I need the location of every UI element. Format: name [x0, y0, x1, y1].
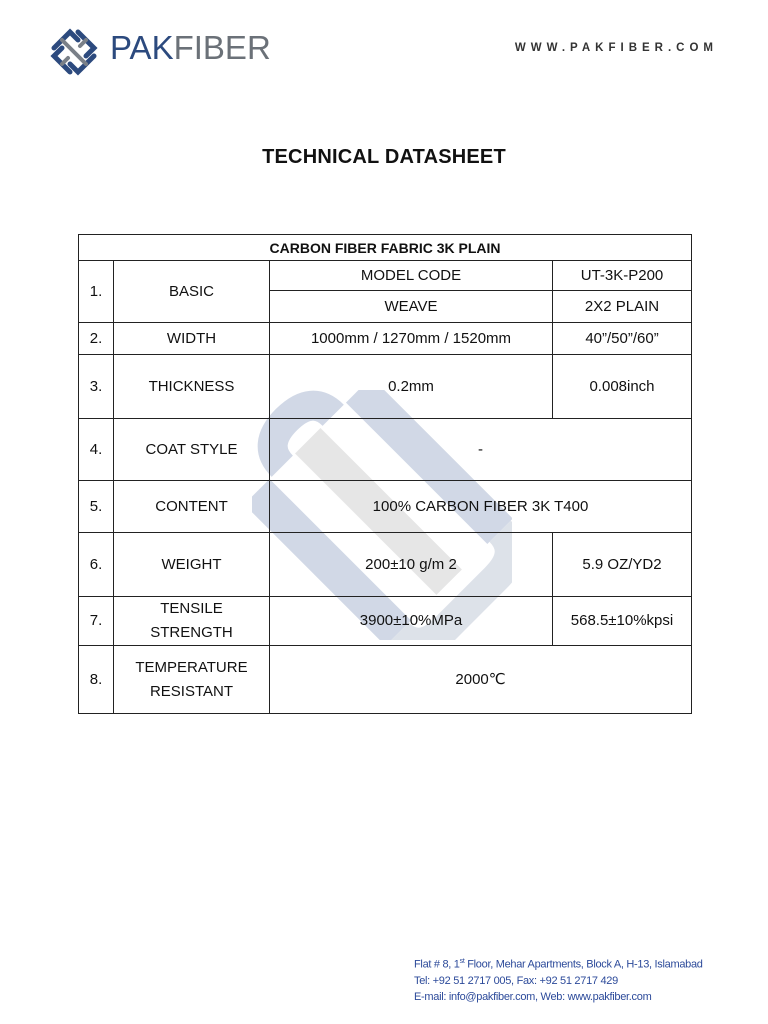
- address-sup: st: [459, 958, 465, 965]
- address-part: Flat # 8, 1: [414, 958, 460, 971]
- imperial-value: 40”/50”/60”: [553, 323, 692, 355]
- property-name: [114, 646, 270, 714]
- brand-name: [110, 30, 271, 66]
- brand-name-fiber: FIBER: [173, 29, 271, 66]
- sub-value: UT-3K-P200: [553, 261, 692, 291]
- table-row: [79, 597, 692, 646]
- sub-label: WEAVE: [270, 291, 553, 323]
- row-number: 2.: [79, 323, 114, 355]
- property-name: CONTENT: [114, 481, 270, 533]
- row-number: 3.: [79, 355, 114, 419]
- sub-label: MODEL CODE: [270, 261, 553, 291]
- imperial-value: 568.5±10%kpsi: [553, 597, 692, 646]
- imperial-value: 0.008inch: [553, 355, 692, 419]
- website-url[interactable]: WWW.PAKFIBER.COM: [514, 42, 718, 54]
- row-number: 6.: [79, 533, 114, 597]
- metric-value: 1000mm / 1270mm / 1520mm: [270, 323, 553, 355]
- property-name: COAT STYLE: [114, 419, 270, 481]
- spec-table: [78, 234, 692, 714]
- metric-value: 200±10 g/m 2: [270, 533, 553, 597]
- row-number: 4.: [79, 419, 114, 481]
- brand-name-pak: PAK: [110, 29, 174, 66]
- property-name: THICKNESS: [114, 355, 270, 419]
- table-row: [79, 355, 692, 419]
- footer-contact: [414, 954, 754, 1005]
- property-value: 2000℃: [270, 646, 692, 714]
- property-name: BASIC: [114, 261, 270, 323]
- metric-value: 0.2mm: [270, 355, 553, 419]
- table-row: [79, 533, 692, 597]
- table-row: [79, 646, 692, 714]
- imperial-value: 5.9 OZ/YD2: [553, 533, 692, 597]
- property-name-line: TEMPERATURE: [135, 658, 248, 676]
- footer-phone: Tel: +92 51 2717 005, Fax: +92 51 2717 429: [414, 974, 618, 987]
- property-value: -: [270, 419, 692, 481]
- address-part: Floor, Mehar Apartments, Block A, H-13, Islamabad: [464, 958, 703, 971]
- table-row: [79, 261, 692, 291]
- table-heading: CARBON FIBER FABRIC 3K PLAIN: [79, 235, 692, 261]
- row-number: 1.: [79, 261, 114, 323]
- table-row: [79, 323, 692, 355]
- row-number: 8.: [79, 646, 114, 714]
- table-header-row: [79, 235, 692, 261]
- property-name: WEIGHT: [114, 533, 270, 597]
- footer-address: [414, 954, 754, 973]
- table-row: [79, 481, 692, 533]
- property-name-line: RESISTANT: [149, 682, 234, 700]
- property-name: TENSILE STRENGTH: [114, 597, 270, 646]
- sub-value: 2X2 PLAIN: [553, 291, 692, 323]
- page-title: TECHNICAL DATASHEET: [262, 146, 506, 168]
- property-name: WIDTH: [114, 323, 270, 355]
- row-number: 5.: [79, 481, 114, 533]
- table-row: [79, 419, 692, 481]
- metric-value: 3900±10%MPa: [270, 597, 553, 646]
- property-value: 100% CARBON FIBER 3K T400: [270, 481, 692, 533]
- row-number: 7.: [79, 597, 114, 646]
- footer-email[interactable]: E-mail: info@pakfiber.com, Web: www.pakfiber.com: [414, 990, 652, 1003]
